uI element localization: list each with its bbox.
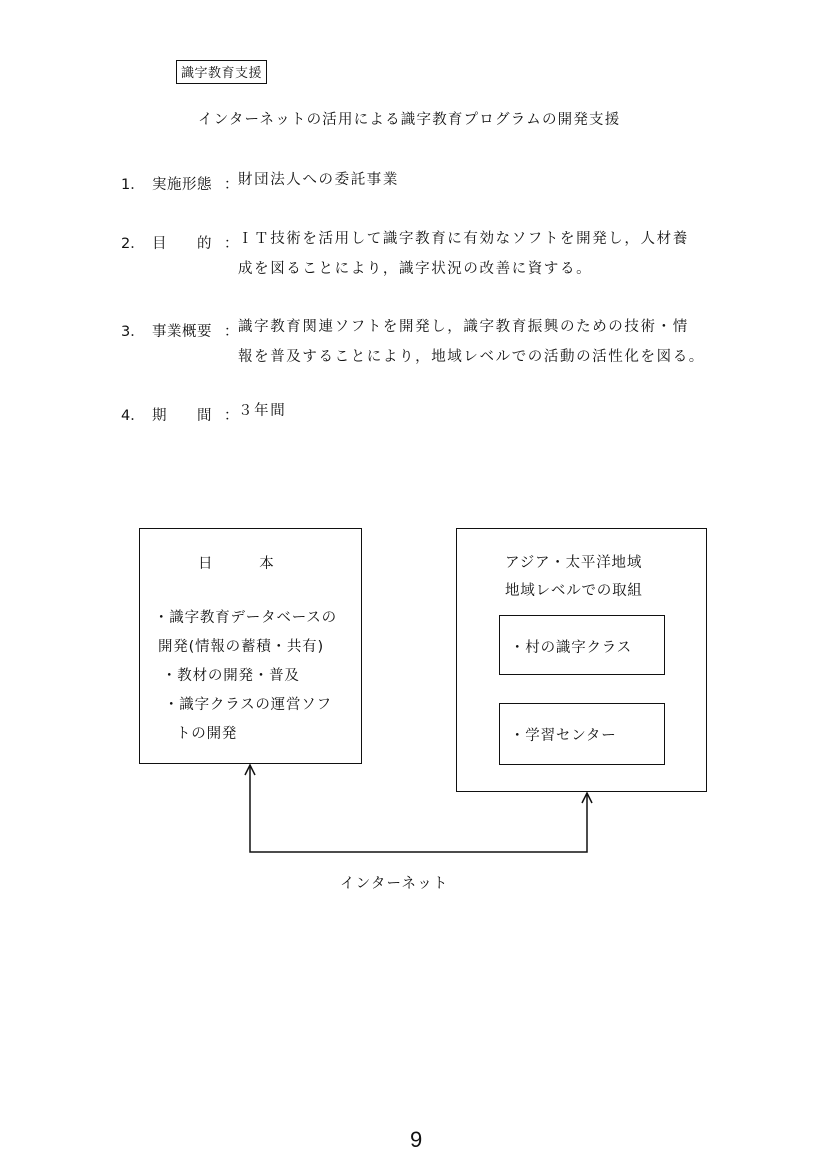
item-label: 事業概要 bbox=[152, 324, 212, 340]
item-label: 目 的 bbox=[152, 236, 212, 252]
learning-center-label: ・学習センター bbox=[510, 728, 617, 744]
japan-title: 日 本 bbox=[198, 556, 275, 572]
page-title: インターネットの活用による識字教育プログラムの開発支援 bbox=[198, 112, 621, 128]
item-text-line: 報を普及することにより，地域レベルでの活動の活性化を図る。 bbox=[238, 349, 705, 365]
asia-title: アジア・太平洋地域 bbox=[505, 555, 643, 571]
item-text-line: ＩＴ技術を活用して識字教育に有効なソフトを開発し，人材養 bbox=[238, 231, 689, 247]
item-label: 実施形態 bbox=[152, 177, 212, 193]
item-text-line: 成を図ることにより，識字状況の改善に資する。 bbox=[238, 261, 593, 277]
japan-bullet-line: トの開発 bbox=[176, 726, 238, 742]
internet-label: インターネット bbox=[340, 876, 449, 892]
japan-bullet-line: 開発(情報の蓄積・共有) bbox=[158, 639, 324, 655]
item-text-line: 識字教育関連ソフトを開発し，識字教育振興のための技術・情 bbox=[238, 319, 689, 335]
japan-bullet-line: ・識字クラスの運営ソフ bbox=[164, 697, 332, 713]
japan-bullet-line: ・教材の開発・普及 bbox=[162, 668, 300, 684]
item-colon: ： bbox=[224, 324, 239, 340]
asia-subtitle: 地域レベルでの取組 bbox=[505, 583, 643, 599]
item-number: 2． bbox=[121, 236, 145, 252]
item-colon: ： bbox=[224, 236, 239, 252]
item-text-line: ３年間 bbox=[238, 403, 287, 419]
item-colon: ： bbox=[224, 177, 239, 193]
category-tag: 識字教育支援 bbox=[176, 60, 267, 84]
item-number: 4． bbox=[121, 408, 145, 424]
item-text-line: 財団法人への委託事業 bbox=[238, 172, 399, 188]
internet-connector-line bbox=[250, 765, 587, 852]
item-colon: ： bbox=[224, 408, 239, 424]
item-number: 1． bbox=[121, 177, 145, 193]
village-class-label: ・村の識字クラス bbox=[510, 640, 632, 656]
japan-bullet-line: ・識字教育データベースの bbox=[154, 610, 337, 626]
item-label: 期 間 bbox=[152, 408, 212, 424]
item-number: 3． bbox=[121, 324, 145, 340]
page-number: 9 bbox=[410, 1127, 423, 1152]
